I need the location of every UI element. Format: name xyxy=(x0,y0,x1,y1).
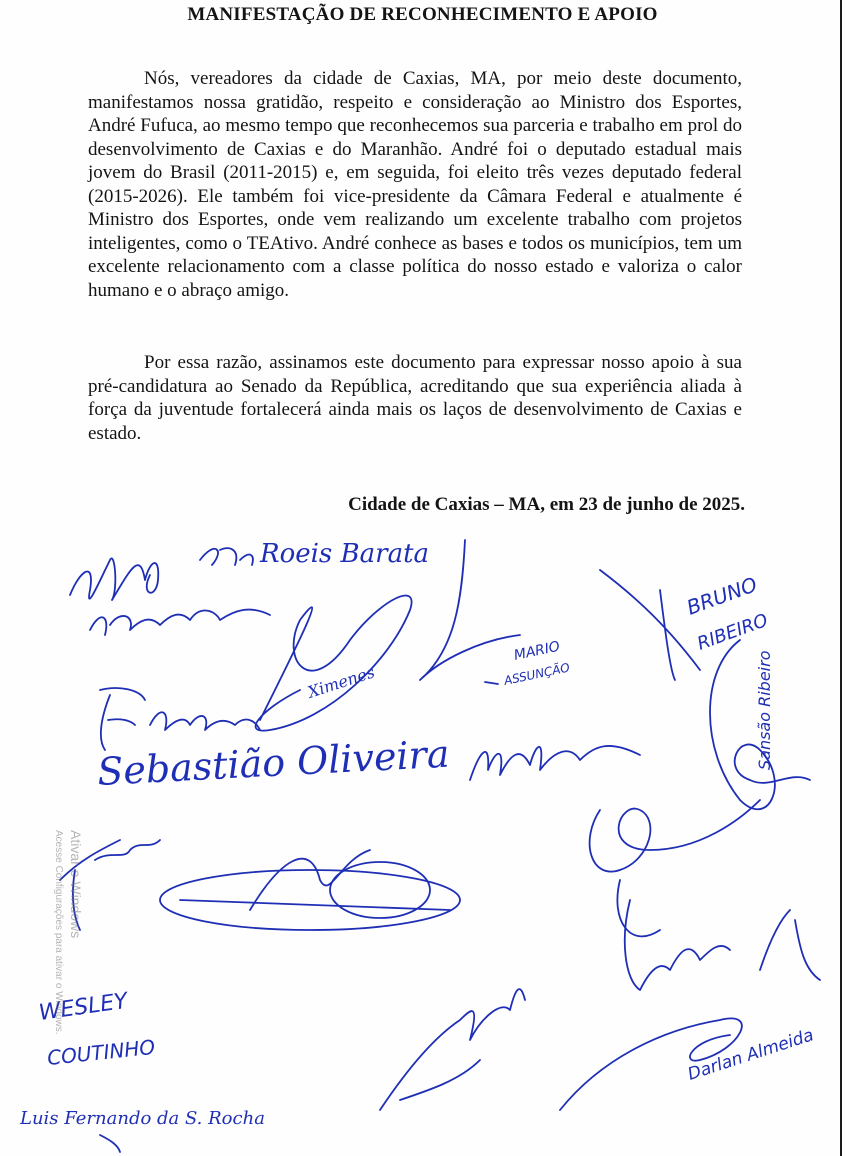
signature-sebastiao-oliveira: Sebastião Oliveira xyxy=(96,731,451,794)
signature-scrawl-2 xyxy=(90,610,270,635)
svg-text:Darlan Almeida: Darlan Almeida xyxy=(685,1025,817,1085)
signature-vila xyxy=(625,900,730,990)
svg-text:Ximenes: Ximenes xyxy=(305,662,377,702)
signature-crossed-oval xyxy=(160,850,460,930)
signature-mario-assuncao xyxy=(485,639,571,689)
signature-area xyxy=(0,520,845,1156)
watermark-line-1: Ativar o Windows xyxy=(68,830,84,939)
signature-darlan-almeida xyxy=(560,910,820,1110)
windows-activation-watermark xyxy=(53,830,84,1035)
signature-bruno-ribeiro xyxy=(600,570,771,680)
signatures-drawing xyxy=(0,520,845,1156)
signature-swirl xyxy=(590,800,760,936)
signature-bottom-middle xyxy=(380,989,525,1110)
signature-roeis-barata xyxy=(200,539,429,569)
svg-text:ASSUNÇÃO: ASSUNÇÃO xyxy=(502,660,571,688)
svg-text:Roeis Barata: Roeis Barata xyxy=(260,539,430,569)
signature-middle-scrawl xyxy=(470,746,640,780)
signature-slash xyxy=(420,540,520,680)
signature-luis-fernando-mark xyxy=(100,1135,120,1152)
date-line: Cidade de Caxias – MA, em 23 de junho de 2025. xyxy=(348,494,745,515)
svg-text:WESLEY: WESLEY xyxy=(37,988,130,1026)
signature-initials xyxy=(70,558,158,600)
svg-text:MARIO: MARIO xyxy=(512,638,562,664)
paragraph-2: Por essa razão, assinamos este documento para expressar nosso apoio à sua pré-candidatura ao Senado da República, acreditando que sua experiência aliada à força da juventude fortalecerá ainda mais os laços de desenvolvimento de Caxias e estado. xyxy=(88,352,742,444)
document-title: MANIFESTAÇÃO DE RECONHECIMENTO E APOIO xyxy=(187,4,658,25)
signature-ximenes xyxy=(256,596,412,731)
signature-luis-fernando: Luis Fernando da S. Rocha xyxy=(20,1108,265,1129)
svg-text:COUTINHO: COUTINHO xyxy=(46,1034,157,1070)
svg-text:RIBEIRO: RIBEIRO xyxy=(694,609,771,655)
watermark-line-2: Acesse Configurações para ativar o Windows. xyxy=(53,830,64,1035)
paragraph-1: Nós, vereadores da cidade de Caxias, MA, por meio deste documento, manifestamos nossa gratidão, respeito e consideração ao Ministro dos Esportes, André Fufuca, ao mesmo tempo que reconhecemos sua parceria e trabalho em prol do desenvolvimento de Caxias e do Maranhão. André foi o deputado estadual mais jovem do Brasil (2011-2015) e, em seguida, foi eleito três vezes deputado federal (2015-2026). Ele também foi vice-presidente da Câmara Federal e atualmente é Ministro dos Esportes, onde vem realizando um excelente trabalho com projetos inteligentes, como o TEAtivo. André conhece as bases e todos os municípios, tem um excelente relacionamento com a classe política do nosso estado e valoriza o calor humano e o abraço amigo. xyxy=(88,68,742,301)
svg-text:BRUNO: BRUNO xyxy=(683,572,761,620)
signature-sansao-ribeiro: Sansão Ribeiro xyxy=(755,650,774,770)
signature-nelzir xyxy=(100,688,260,750)
